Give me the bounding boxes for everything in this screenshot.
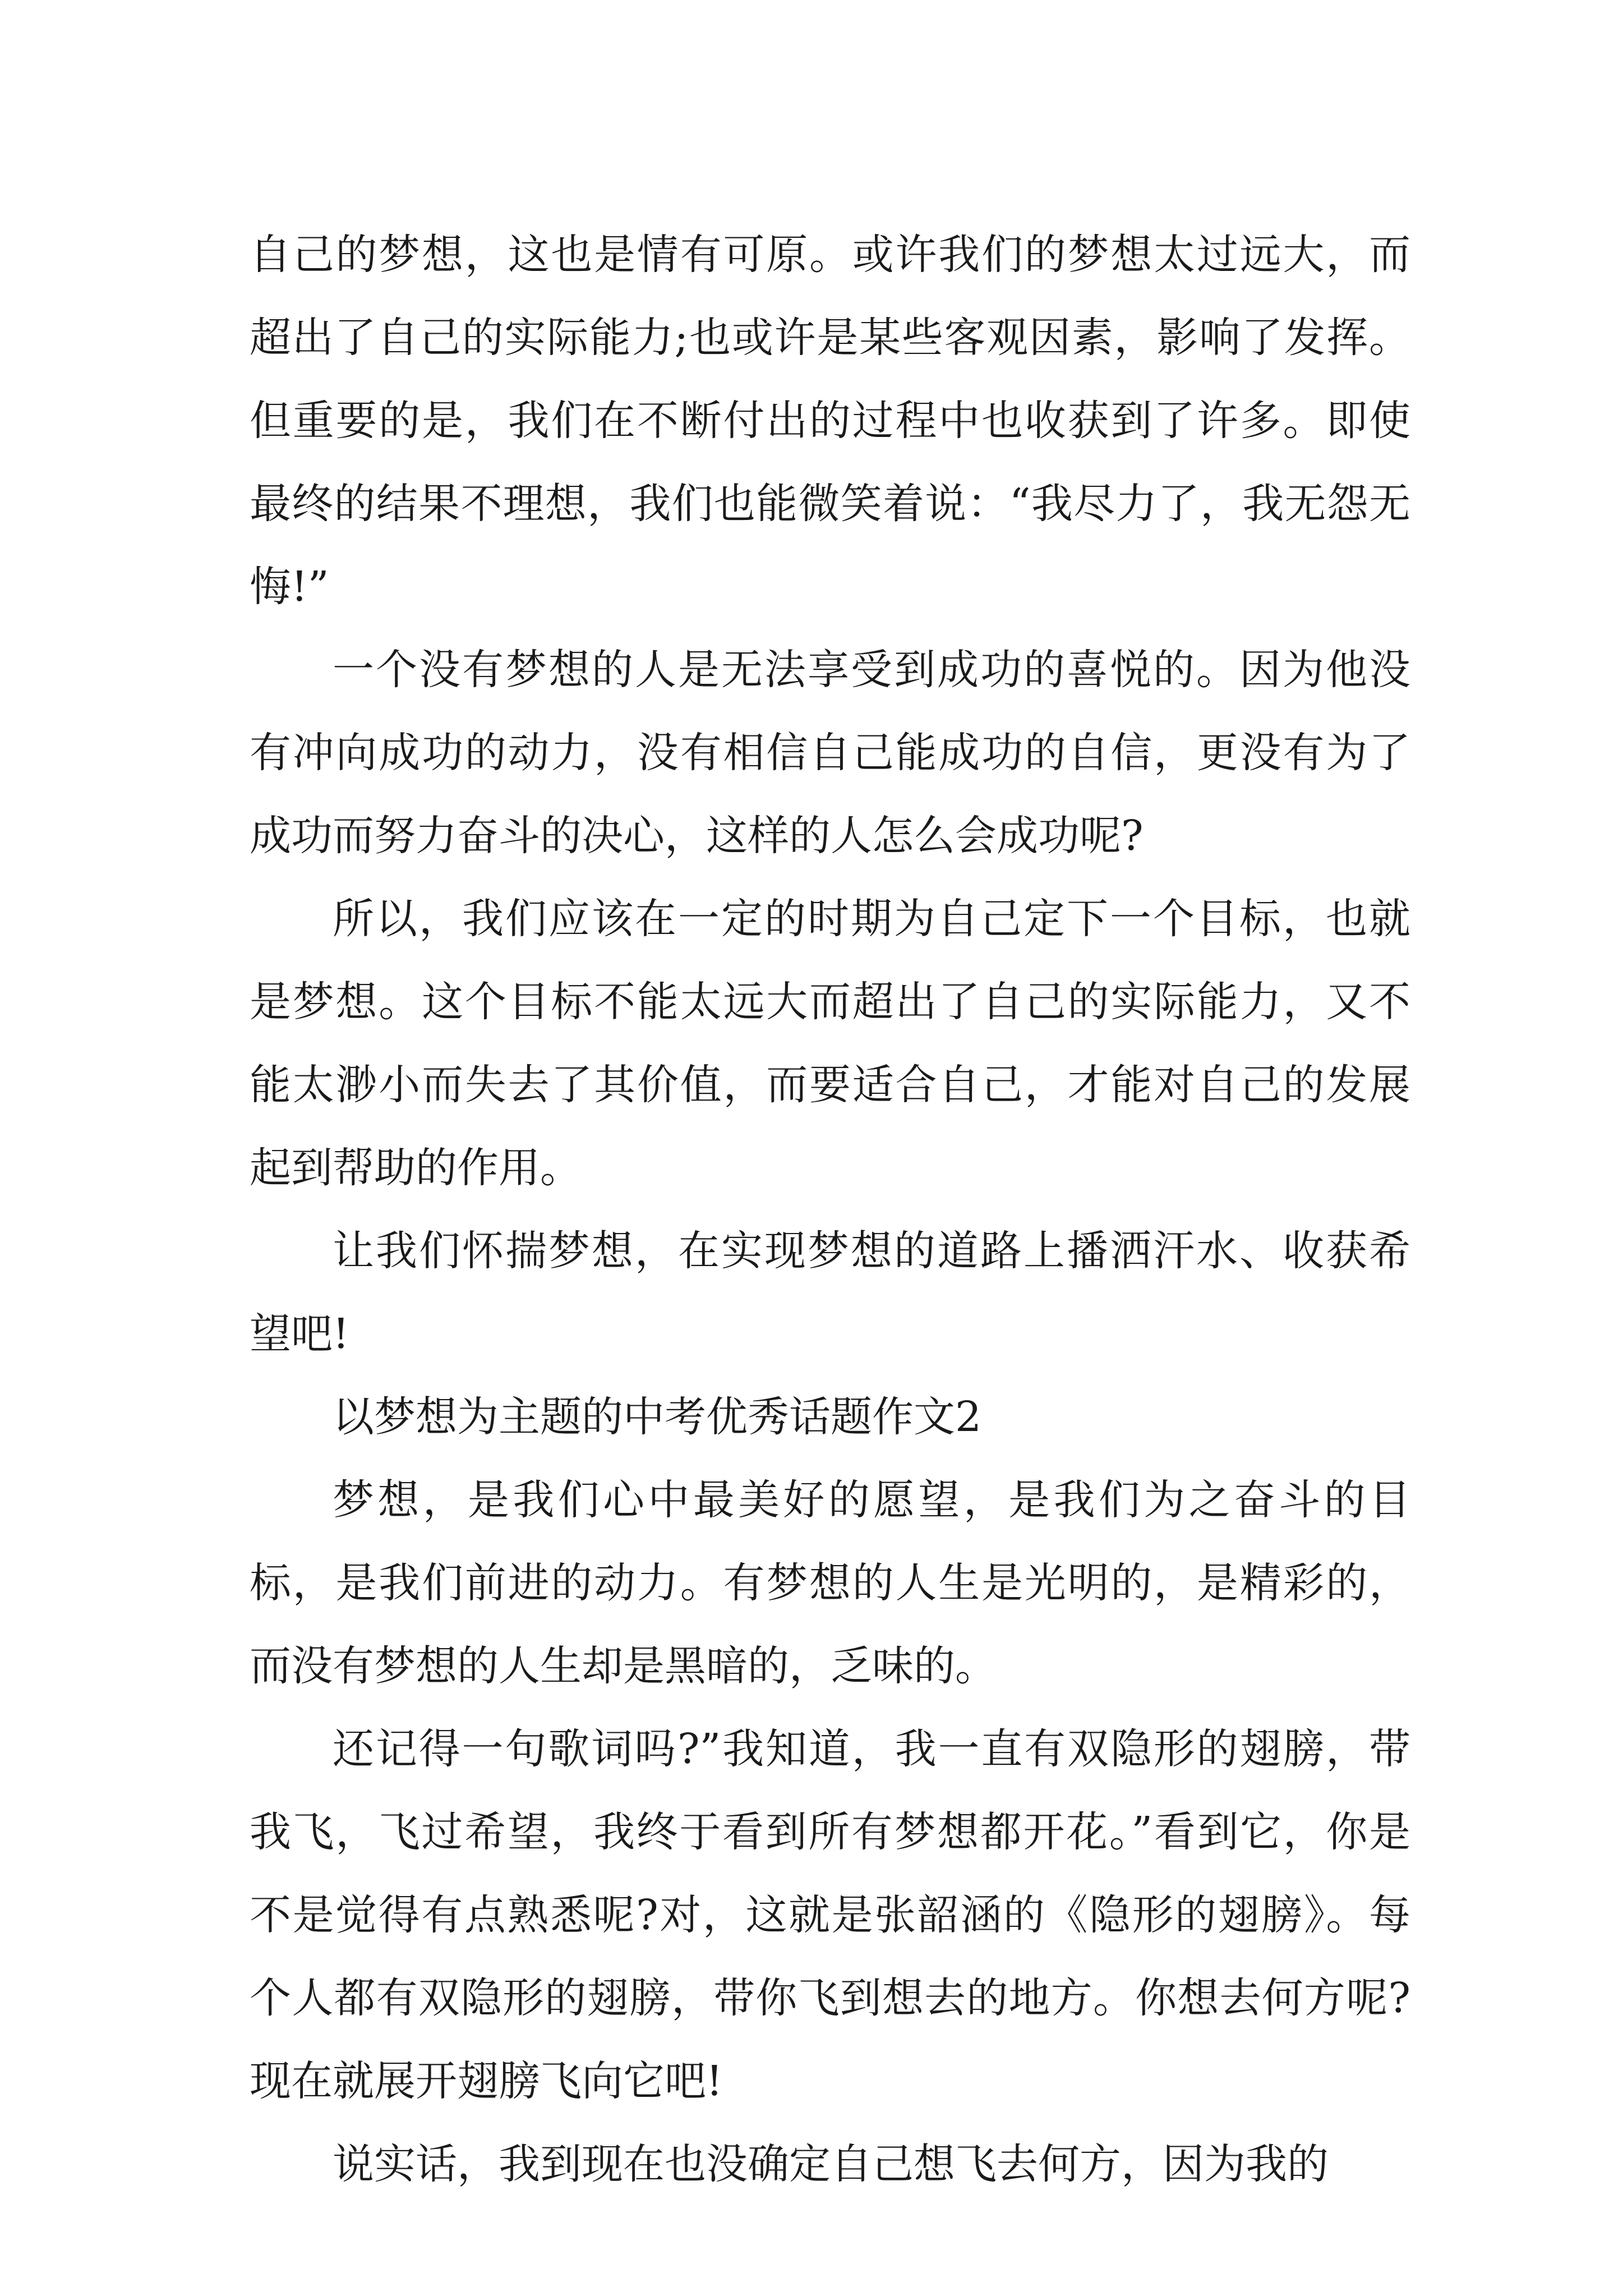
document-body: [250, 213, 1410, 2206]
paragraph-3: 所以，我们应该在一定的时期为自己定下一个目标，也就是梦想。这个目标不能太远大而超出了自己的实际能力，又不能太渺小而失去了其价值，而要适合自己，才能对自己的发展起到帮助的作用。: [250, 895, 1410, 1192]
paragraph-6: 还记得一句歌词吗?”我知道，我一直有双隐形的翅膀，带我飞，飞过希望，我终于看到所有梦想都开花。”看到它，你是不是觉得有点熟悉呢?对，这就是张韶涵的《隐形的翅膀》。每个人都有双隐形的翅膀，带你飞到想去的地方。你想去何方呢?现在就展开翅膀飞向它吧!: [250, 1725, 1410, 2105]
paragraph-7: 说实话，我到现在也没确定自己想飞去何方，因为我的: [333, 2140, 1329, 2188]
paragraph-5: 梦想，是我们心中最美好的愿望，是我们为之奋斗的目标，是我们前进的动力。有梦想的人生是光明的，是精彩的，而没有梦想的人生却是黑暗的，乏味的。: [250, 1476, 1410, 1690]
paragraph-2: 一个没有梦想的人是无法享受到成功的喜悦的。因为他没有冲向成功的动力，没有相信自己能成功的自信，更没有为了成功而努力奋斗的决心，这样的人怎么会成功呢?: [250, 646, 1410, 860]
paragraph-4: 让我们怀揣梦想，在实现梦想的道路上播洒汗水、收获希望吧!: [250, 1227, 1410, 1358]
section-title: 以梦想为主题的中考优秀话题作文2: [333, 1393, 982, 1441]
paragraph-1: 自己的梦想，这也是情有可原。或许我们的梦想太过远大，而超出了自己的实际能力;也或许是某些客观因素，影响了发挥。但重要的是，我们在不断付出的过程中也收获到了许多。即使最终的结果不理想，我们也能微笑着说：“我尽力了，我无怨无悔!”: [250, 231, 1410, 611]
